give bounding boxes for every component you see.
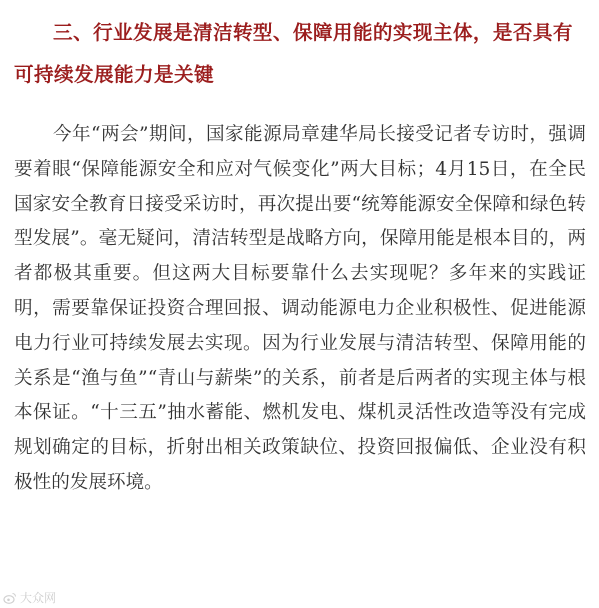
- watermark: [3, 589, 56, 606]
- section-heading: 三、行业发展是清洁转型、保障用能的实现主体，是否具有可持续发展能力是关键: [14, 21, 573, 86]
- weibo-logo-icon: [3, 591, 17, 605]
- watermark-text: 大众网: [20, 591, 57, 605]
- body-paragraph: 今年“两会”期间，国家能源局章建华局长接受记者专访时，强调要着眼“保障能源安全和应对气候变化”两大目标；4月15日，在全民国家安全教育日接受采访时，再次提出要“统筹能源安全保障和绿色转型发展”。毫无疑问，清洁转型是战略方向，保障用能是根本目的，两者都极其重要。但这两大目标要靠什么去实现呢？多年来的实践证明，需要靠保证投资合理回报、调动能源电力企业积极性、促进能源电力行业可持续发展去实现。因为行业发展与清洁转型、保障用能的关系是“渔与鱼”“青山与薪柴”的关系，前者是后两者的实现主体与根本保证。“十三五”抽水蓄能、燃机发电、煤机灵活性改造等没有完成规划确定的目标，折射出相关政策缺位、投资回报偏低、企业没有积极性的发展环境。: [14, 124, 586, 493]
